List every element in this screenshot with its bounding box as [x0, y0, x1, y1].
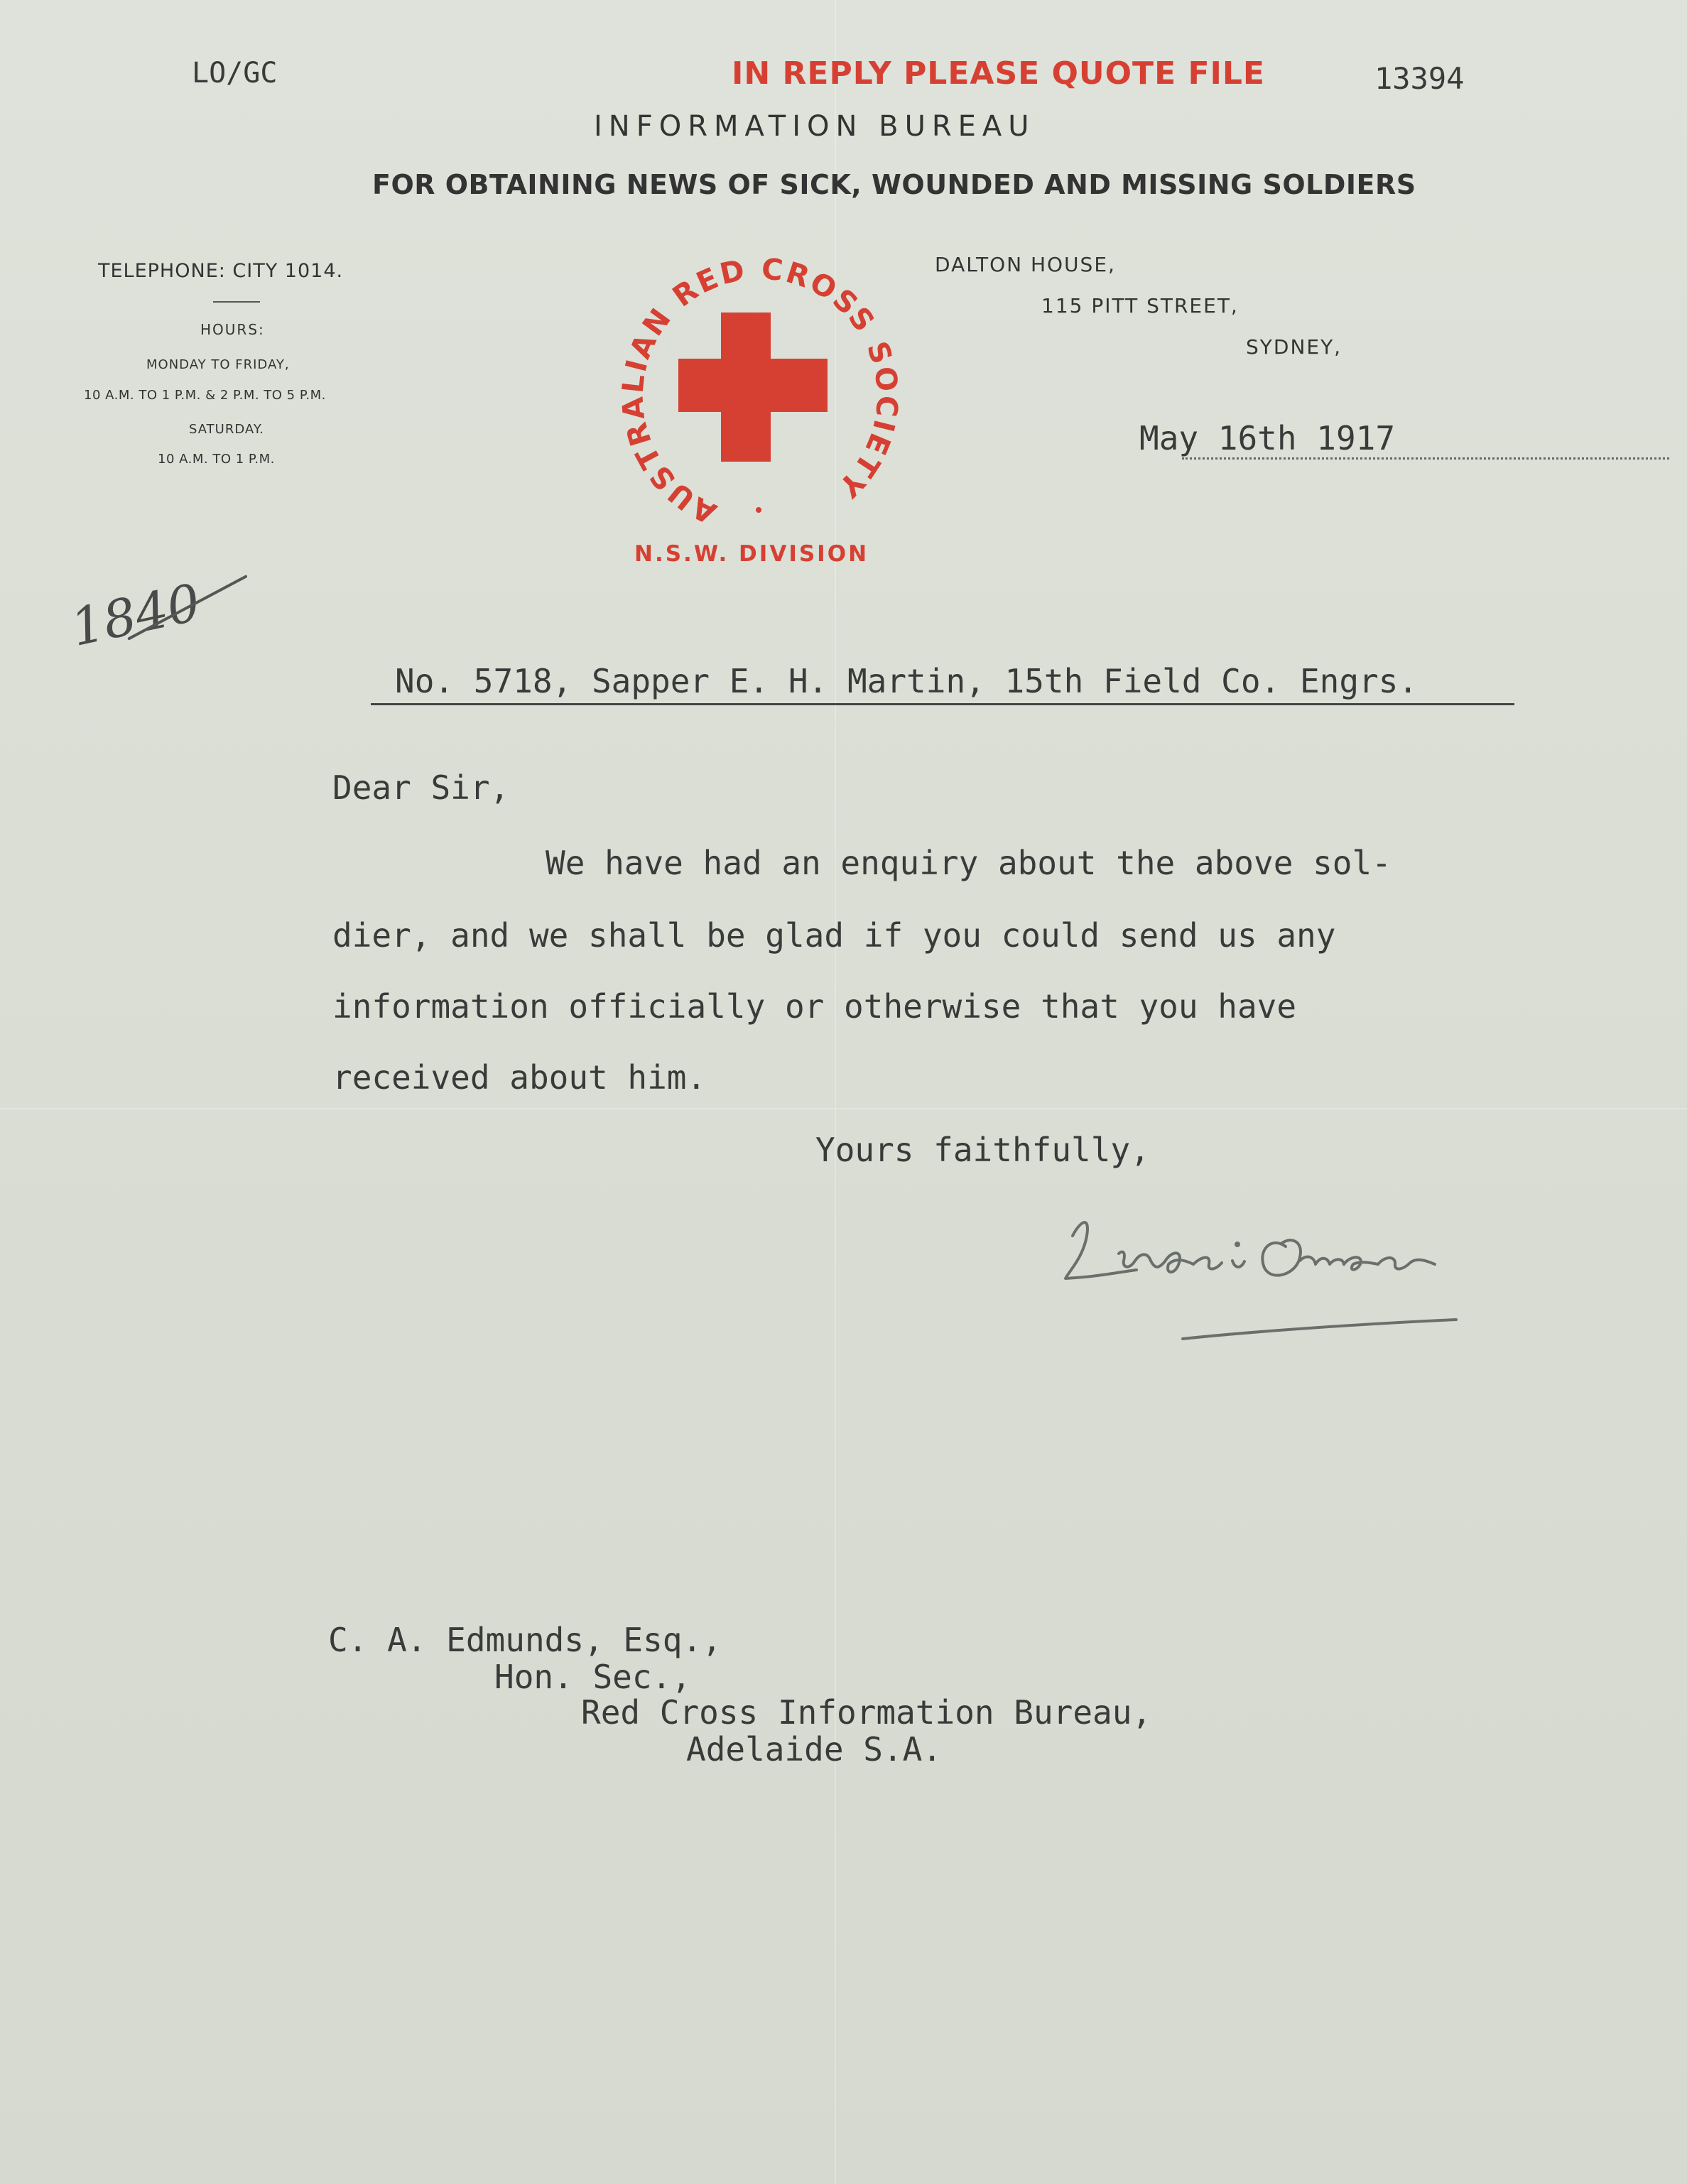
address-line: 115 PITT STREET,: [1041, 294, 1239, 317]
address-line: SYDNEY,: [1246, 335, 1342, 359]
body-line: received about him.: [332, 1058, 707, 1097]
hours-weekday-label: MONDAY TO FRIDAY,: [146, 357, 290, 372]
red-cross-logo: [597, 249, 909, 533]
file-number: 13394: [1374, 61, 1465, 96]
addressee-line: Hon. Sec.,: [494, 1658, 691, 1696]
body-line: information officially or otherwise that you have: [332, 987, 1297, 1026]
closing: Yours faithfully,: [815, 1131, 1150, 1169]
hours-saturday: 10 A.M. TO 1 P.M.: [158, 452, 275, 467]
addressee-line: Adelaide S.A.: [686, 1730, 943, 1769]
body-line: dier, and we shall be glad if you could send us any: [332, 916, 1336, 955]
letter-date: May 16th 1917: [1139, 419, 1396, 457]
address-line: DALTON HOUSE,: [935, 253, 1116, 276]
logo-dot: [756, 507, 761, 513]
body-line: We have had an enquiry about the above sol-: [546, 844, 1392, 882]
subject-line: No. 5718, Sapper E. H. Martin, 15th Field Co. Engrs.: [395, 662, 1419, 700]
signature: [1051, 1193, 1534, 1349]
paper-fold-horizontal: [0, 1108, 1687, 1109]
bureau-subtitle: FOR OBTAINING NEWS OF SICK, WOUNDED AND MISSING SOLDIERS: [372, 169, 1416, 200]
salutation: Dear Sir,: [332, 768, 510, 807]
hours-divider: [213, 301, 260, 303]
addressee-line: C. A. Edmunds, Esq.,: [328, 1621, 722, 1659]
red-cross-icon: [678, 313, 828, 462]
hours-label: HOURS:: [200, 321, 265, 338]
logo-text: AUSTRALIAN RED CROSS SOCIETY: [615, 251, 905, 531]
division-label: N.S.W. DIVISION: [634, 541, 869, 567]
hours-saturday-label: SATURDAY.: [189, 422, 264, 437]
subject-underline: [371, 703, 1514, 705]
file-label: IN REPLY PLEASE QUOTE FILE: [732, 55, 1265, 92]
handwritten-number: 1840: [65, 572, 206, 658]
date-dotted-line: [1182, 457, 1669, 460]
bureau-title: INFORMATION BUREAU: [594, 110, 1036, 143]
addressee-line: Red Cross Information Bureau,: [581, 1693, 1152, 1732]
hours-weekday: 10 A.M. TO 1 P.M. & 2 P.M. TO 5 P.M.: [84, 388, 326, 403]
telephone: TELEPHONE: CITY 1014.: [98, 260, 344, 282]
reference-code: LO/GC: [192, 57, 278, 89]
